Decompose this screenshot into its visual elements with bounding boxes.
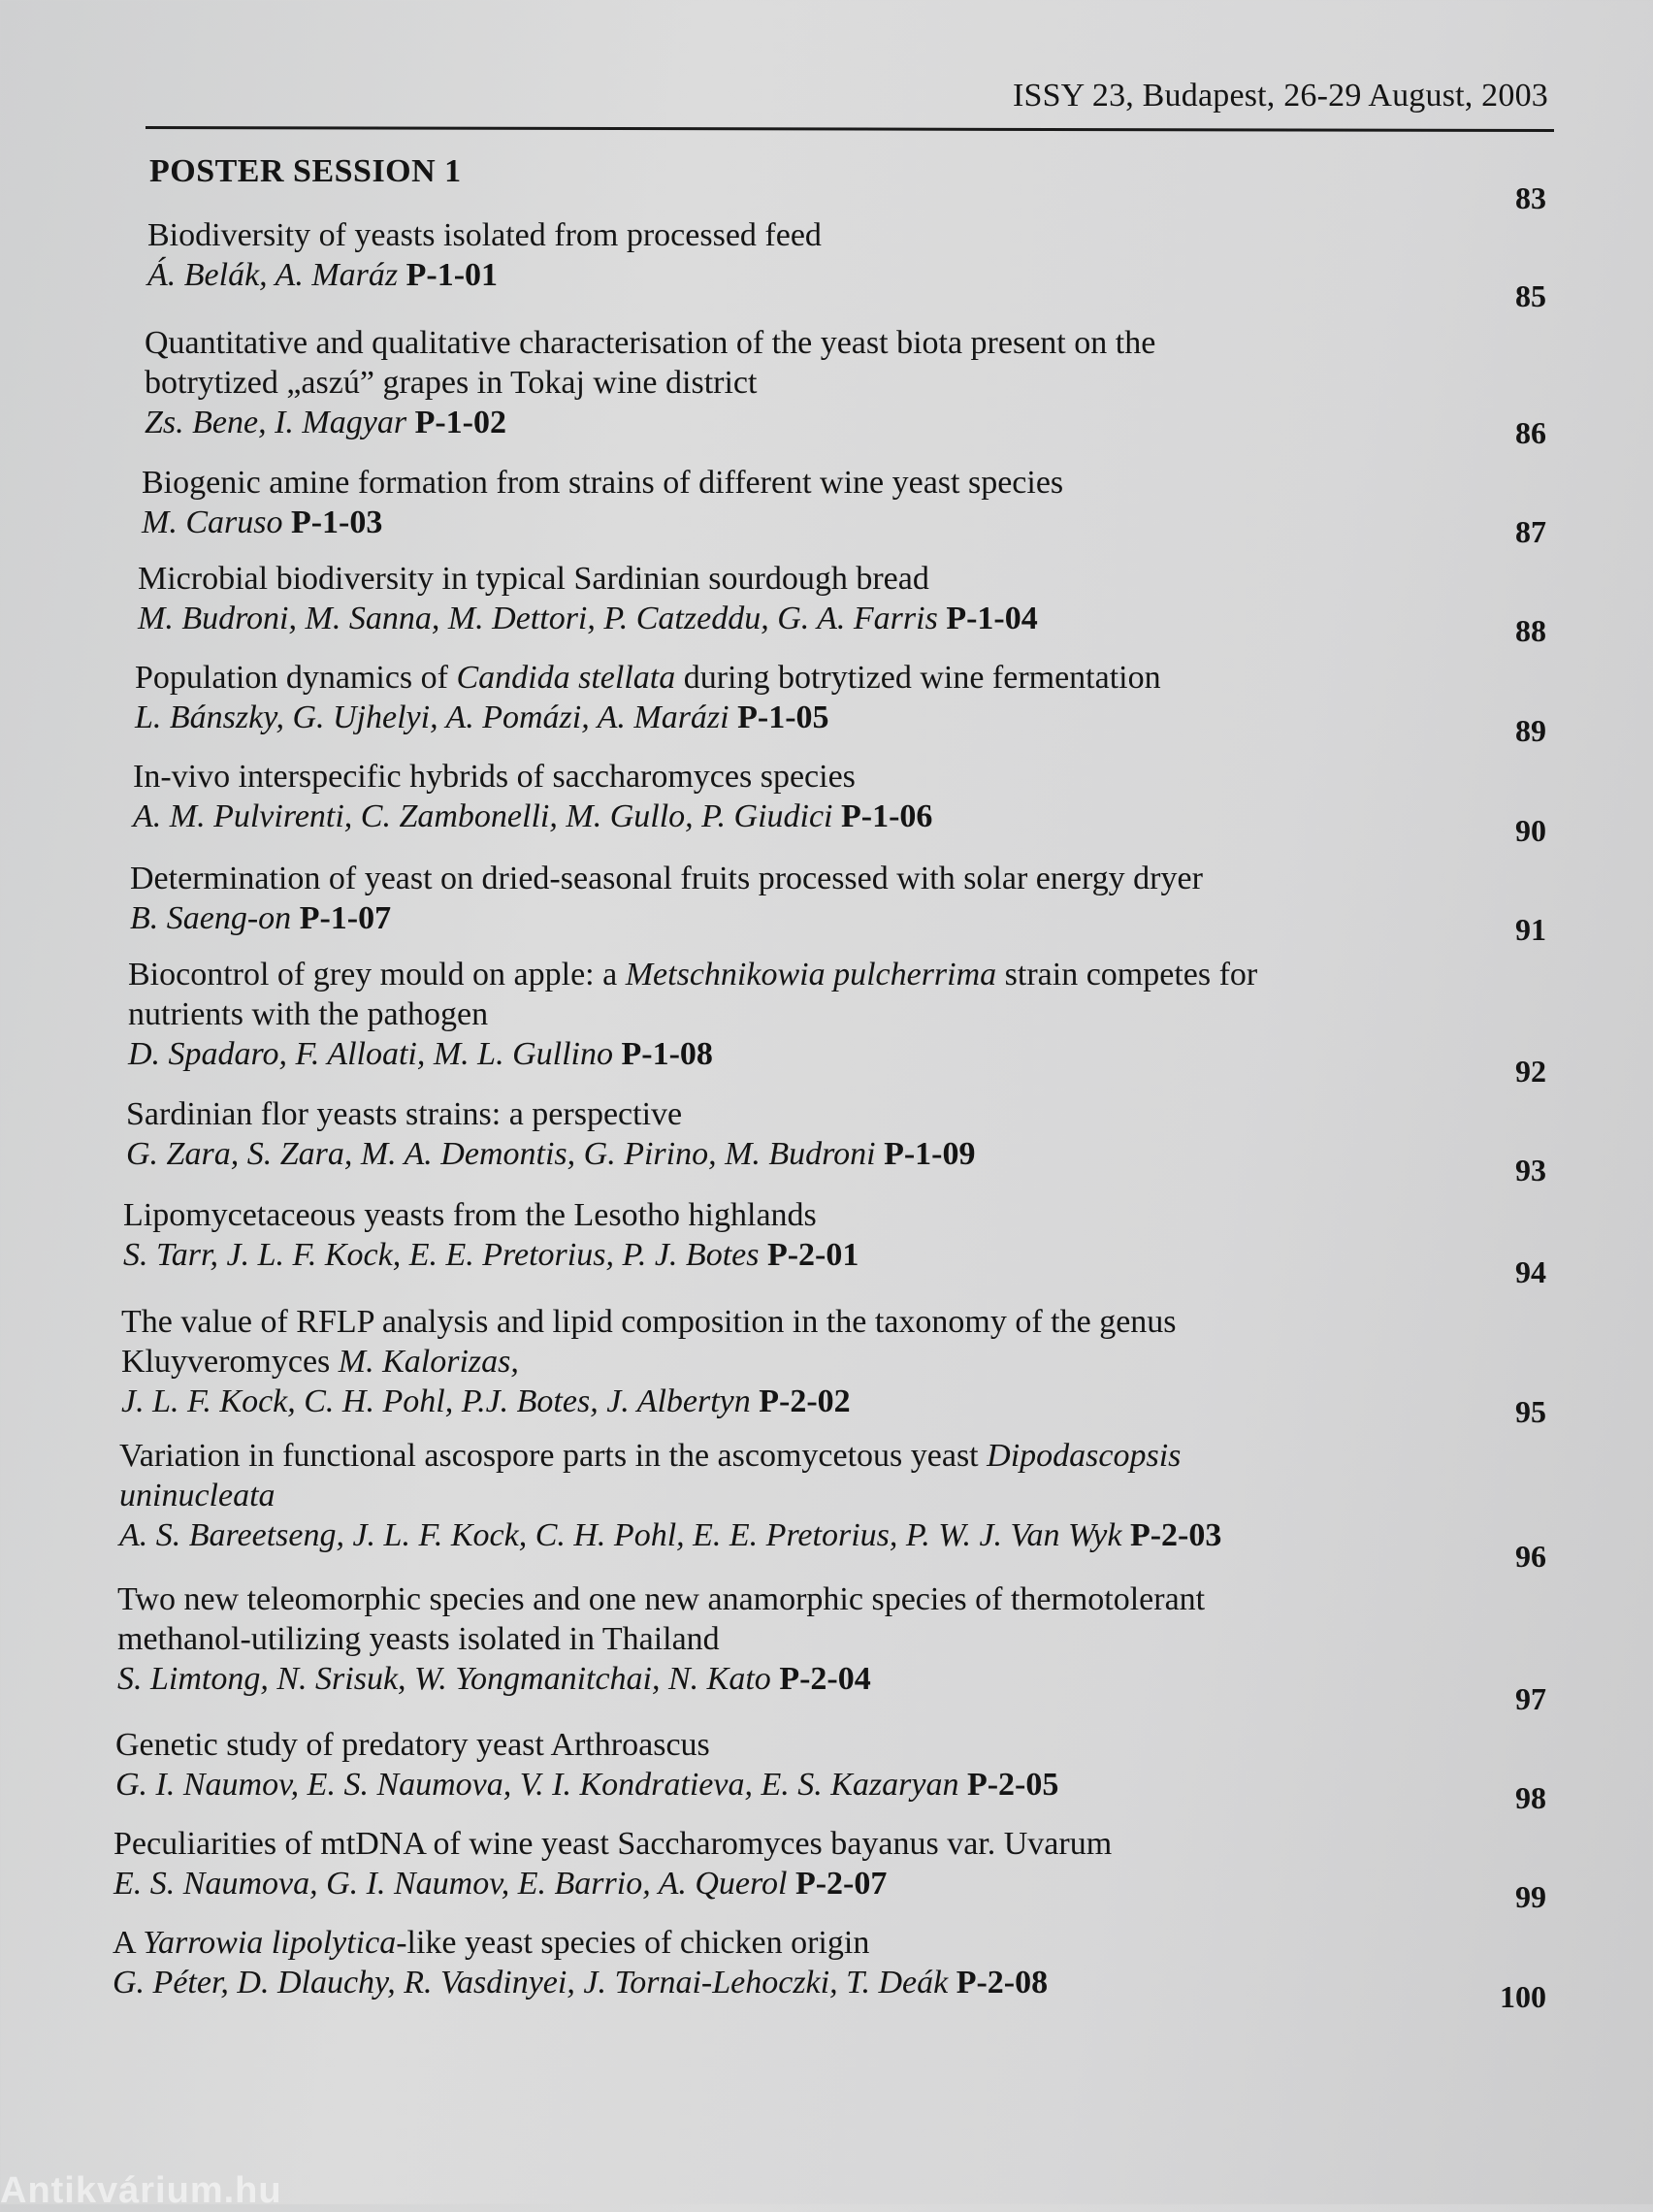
poster-code: P-1-09: [884, 1136, 976, 1172]
entry-authors: M. Budroni, M. Sanna, M. Dettori, P. Catzeddu, G. A. Farris P-1-04: [138, 601, 1038, 636]
toc-entry: [135, 658, 1590, 737]
toc-entry: [113, 1923, 1568, 2002]
toc-entry: [130, 859, 1585, 938]
entry-title: In-vivo interspecific hybrids of saccharomyces species: [133, 759, 856, 795]
entry-authors: L. Bánszky, G. Ujhelyi, A. Pomázi, A. Marázi P-1-05: [135, 699, 829, 735]
entry-authors: S. Limtong, N. Srisuk, W. Yongmanitchai, N. Kato P-2-04: [117, 1661, 871, 1697]
entry-authors: Zs. Bene, I. Magyar P-1-02: [145, 405, 506, 440]
poster-code: P-1-06: [841, 798, 933, 834]
toc-entry: [133, 757, 1588, 836]
page-number: 88: [1515, 613, 1546, 648]
page-number: 90: [1515, 813, 1546, 848]
page-number: 100: [1500, 1979, 1546, 2014]
toc-entry: [145, 323, 1260, 442]
toc-entry: [117, 1579, 1330, 1699]
poster-code: P-1-03: [290, 504, 383, 540]
page-number: 96: [1515, 1539, 1546, 1574]
entry-authors: G. Péter, D. Dlauchy, R. Vasdinyei, J. Tornai-Lehoczki, T. Deák P-2-08: [113, 1965, 1049, 2001]
toc-entry: [142, 463, 1597, 542]
running-header: ISSY 23, Budapest, 26-29 August, 2003: [1012, 78, 1548, 114]
entry-authors: M. Caruso P-1-03: [142, 504, 383, 540]
entry-authors: A. M. Pulvirenti, C. Zambonelli, M. Gullo, P. Giudici P-1-06: [133, 798, 933, 834]
entry-title: A Yarrowia lipolytica-like yeast species of chicken origin: [113, 1925, 870, 1961]
page-number: 94: [1515, 1254, 1546, 1289]
entry-authors: E. S. Naumova, G. I. Naumov, E. Barrio, A. Querol P-2-07: [113, 1866, 888, 1902]
watermark: Antikvárium.hu: [0, 2170, 282, 2211]
page-number: 95: [1515, 1394, 1546, 1429]
toc-entry: [123, 1195, 1578, 1275]
entry-title: Quantitative and qualitative characterisation of the yeast biota present on the botrytized „aszú” grapes in Tokaj wine district: [145, 325, 1156, 401]
toc-entry: [126, 1094, 1581, 1174]
poster-code: P-2-02: [759, 1383, 851, 1419]
page-number: 87: [1515, 514, 1546, 549]
entry-authors: G. Zara, S. Zara, M. A. Demontis, G. Pirino, M. Budroni P-1-09: [126, 1136, 976, 1172]
poster-code: P-2-05: [966, 1767, 1059, 1803]
toc-entry: [147, 215, 1603, 295]
poster-code: P-2-01: [766, 1237, 859, 1273]
entry-title: Peculiarities of mtDNA of wine yeast Saccharomyces bayanus var. Uvarum: [113, 1826, 1113, 1862]
entry-title: Biodiversity of yeasts isolated from processed feed: [147, 217, 822, 253]
page-number: 97: [1515, 1681, 1546, 1716]
page-number: 92: [1515, 1054, 1546, 1089]
entry-authors: G. I. Naumov, E. S. Naumova, V. I. Kondratieva, E. S. Kazaryan P-2-05: [115, 1767, 1059, 1803]
poster-code: P-1-05: [737, 699, 829, 735]
page-number: 98: [1515, 1780, 1546, 1815]
session-title: POSTER SESSION 1: [149, 153, 462, 189]
page-number: 89: [1515, 713, 1546, 748]
entry-title: Biogenic amine formation from strains of different wine yeast species: [142, 465, 1064, 501]
entry-title: Sardinian flor yeasts strains: a perspective: [126, 1096, 683, 1132]
entry-title: Population dynamics of Candida stellata during botrytized wine fermentation: [135, 660, 1161, 696]
entry-authors: J. L. F. Kock, C. H. Pohl, P.J. Botes, J. Albertyn P-2-02: [121, 1383, 851, 1419]
toc-entry: [121, 1302, 1208, 1421]
entry-title: Biocontrol of grey mould on apple: a Metschnikowia pulcherrima strain competes for nutrients with the pathogen: [128, 957, 1258, 1032]
toc-entry: [138, 559, 1593, 638]
poster-code: P-1-04: [946, 601, 1038, 636]
poster-code: P-1-08: [621, 1036, 713, 1072]
page-number: 99: [1515, 1879, 1546, 1914]
toc-entry: [119, 1436, 1283, 1555]
poster-code: P-2-04: [779, 1661, 871, 1697]
page-number: 86: [1515, 415, 1546, 450]
page-number: 91: [1515, 912, 1546, 947]
toc-entry: [115, 1725, 1571, 1805]
entry-authors: B. Saeng-on P-1-07: [130, 900, 392, 936]
poster-code: P-1-07: [299, 900, 392, 936]
entry-title: Genetic study of predatory yeast Arthroascus: [115, 1727, 710, 1763]
poster-code: P-1-01: [405, 257, 499, 293]
poster-code: P-2-07: [794, 1866, 888, 1902]
entry-title: Variation in functional ascospore parts in the ascomycetous yeast Dipodascopsis uninucleata: [119, 1438, 1182, 1513]
page-number: 93: [1515, 1153, 1546, 1187]
page-number: 85: [1515, 278, 1546, 313]
entry-authors: S. Tarr, J. L. F. Kock, E. E. Pretorius, P. J. Botes P-2-01: [123, 1237, 859, 1273]
entry-title: Two new teleomorphic species and one new anamorphic species of thermotolerant methanol-utilizing yeasts isolated in Thailand: [117, 1581, 1206, 1657]
entry-title: Determination of yeast on dried-seasonal fruits processed with solar energy dryer: [130, 861, 1203, 896]
poster-code: P-1-02: [414, 405, 506, 440]
toc-entry: [113, 1824, 1569, 1903]
poster-code: P-2-03: [1129, 1517, 1222, 1553]
poster-code: P-2-08: [956, 1965, 1049, 2001]
entry-title: The value of RFLP analysis and lipid composition in the taxonomy of the genus Kluyveromyces M. Kalorizas,: [121, 1304, 1177, 1380]
page-number: 83: [1515, 180, 1546, 215]
entry-authors: Á. Belák, A. Maráz P-1-01: [147, 257, 499, 293]
entry-authors: A. S. Bareetseng, J. L. F. Kock, C. H. Pohl, E. E. Pretorius, P. W. J. Van Wyk P-2-03: [119, 1517, 1222, 1553]
entry-title: Lipomycetaceous yeasts from the Lesotho highlands: [123, 1197, 817, 1233]
entry-title: Microbial biodiversity in typical Sardinian sourdough bread: [138, 561, 929, 597]
entry-authors: D. Spadaro, F. Alloati, M. L. Gullino P-1-08: [128, 1036, 713, 1072]
toc-entry: [128, 955, 1312, 1074]
